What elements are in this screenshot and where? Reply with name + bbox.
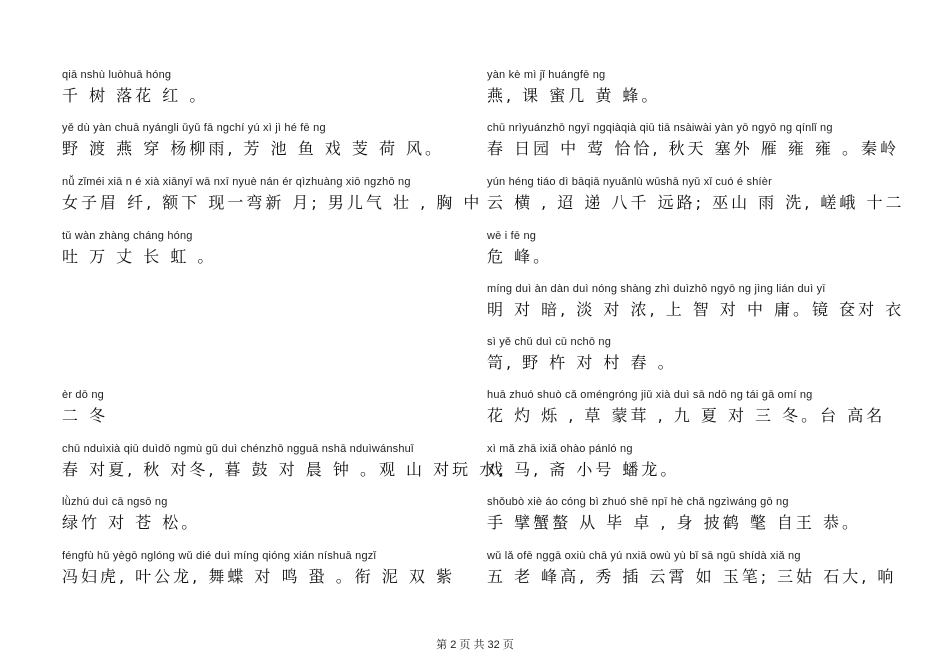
verse-line xyxy=(487,388,885,427)
hanzi-line: 绿竹 对 苍 松。 xyxy=(62,513,201,532)
hanzi-line: 野 渡 燕 穿 杨柳雨, 芳 池 鱼 戏 芰 荷 风。 xyxy=(62,139,445,158)
verse-line xyxy=(487,175,905,214)
hanzi-line: 千 树 落花 红 。 xyxy=(62,86,209,105)
hanzi-line: 春 日园 中 莺 恰恰, 秋天 塞外 雁 雍 雍 。秦岭 xyxy=(487,139,899,158)
pinyin-line: chū nduìxià qiū duìdō ngmù gǔ duì chénzhō ngguā nshā nduìwánshuǐ xyxy=(62,443,414,455)
hanzi-line: 手 擘蟹螯 从 毕 卓 , 身 披鹤 氅 自王 恭。 xyxy=(487,513,861,532)
verse-line xyxy=(487,442,679,481)
pinyin-line: shǒubò xiè áo cóng bì zhuó shē npī hè chǎ ngzìwáng gō ng xyxy=(487,496,789,508)
verse-line xyxy=(62,495,200,534)
pinyin-line: sì yě chǔ duì cū nchō ng xyxy=(487,336,612,348)
pinyin-line: chū nrìyuánzhō ngyī ngqiàqià qiū tiā nsàiwài yàn yō ngyō ng qínlǐ ng xyxy=(487,122,833,134)
page-number-footer: 第 2 页 共 32 页 xyxy=(436,639,514,651)
pinyin-line: míng duì àn dàn duì nóng shàng zhì duìzhō ngyō ng jìng lián duì yī xyxy=(487,283,826,295)
hanzi-line: 花 灼 烁 , 草 蒙茸 , 九 夏 对 三 冬。台 高名 xyxy=(487,406,886,425)
hanzi-line: 明 对 暗, 淡 对 浓, 上 智 对 中 庸。镜 奁对 衣 xyxy=(487,300,905,319)
section-heading xyxy=(62,388,108,427)
verse-line xyxy=(487,229,552,268)
pinyin-line: yàn kè mì jǐ huángfē ng xyxy=(487,69,606,81)
pinyin-line: yě dù yàn chuā nyángli ǔyǔ fā ngchí yú xì jì hé fē ng xyxy=(62,122,326,134)
verse-line xyxy=(487,121,899,160)
verse-line xyxy=(62,442,506,481)
pinyin-line: nǚ zǐméi xiā n é xià xiānyī wā nxī nyuè nán ér qìzhuàng xiō ngzhō ng xyxy=(62,176,411,188)
hanzi-line: 危 峰。 xyxy=(487,247,553,266)
verse-line xyxy=(62,549,455,588)
pinyin-line: tǔ wàn zhàng cháng hóng xyxy=(62,230,193,242)
pinyin-line: féngfù hǔ yègō nglóng wǔ dié duì míng qióng xián níshuā ngzǐ xyxy=(62,550,377,562)
pinyin-line: wǔ lǎ ofē nggā oxiù chā yú nxiā owù yù bǐ sā ngū shídà xiǎ ng xyxy=(487,550,801,562)
pinyin-line: èr dō ng xyxy=(62,389,104,401)
verse-line xyxy=(487,495,861,534)
hanzi-line: 五 老 峰高, 秀 插 云霄 如 玉笔; 三姑 石大, 响 xyxy=(487,567,897,586)
hanzi-line: 冯妇虎, 叶公龙, 舞蝶 对 鸣 蛩 。衔 泥 双 紫 xyxy=(62,567,455,586)
hanzi-line: 女子眉 纤, 额下 现一弯新 月; 男儿气 壮 , 胸 中 xyxy=(62,193,483,212)
pinyin-line: qiā nshù luòhuā hóng xyxy=(62,69,172,81)
hanzi-line: 二 冬 xyxy=(62,406,109,425)
verse-line xyxy=(62,175,482,214)
verse-line xyxy=(62,229,216,268)
hanzi-line: 戏 马, 斋 小号 蟠龙。 xyxy=(487,460,680,479)
verse-line xyxy=(487,282,904,321)
pinyin-line: yún héng tiáo dì bāqiā nyuǎnlù wūshā nyǔ xǐ cuó é shíèr xyxy=(487,176,772,188)
pinyin-line: huā zhuó shuò cǎ oméngróng jiǔ xià duì sā ndō ng tái gā omí ng xyxy=(487,389,813,401)
verse-line xyxy=(487,68,660,107)
hanzi-line: 笥, 野 杵 对 村 舂 。 xyxy=(487,353,677,372)
verse-line xyxy=(487,549,896,588)
pinyin-line: wē i fē ng xyxy=(487,230,537,242)
verse-line xyxy=(62,121,444,160)
hanzi-line: 云 横 , 迢 递 八千 远路; 巫山 雨 洗, 嵯峨 十二 xyxy=(487,193,905,212)
hanzi-line: 燕, 课 蜜几 黄 蜂。 xyxy=(487,86,661,105)
pinyin-line: xì mǎ zhā ixiǎ ohào pánló ng xyxy=(487,443,633,455)
pinyin-line: lǜzhú duì cā ngsō ng xyxy=(62,496,168,508)
verse-line xyxy=(487,335,677,374)
hanzi-line: 吐 万 丈 长 虹 。 xyxy=(62,247,217,266)
verse-line xyxy=(62,68,208,107)
hanzi-line: 春 对夏, 秋 对冬, 暮 鼓 对 晨 钟 。观 山 对玩 水, xyxy=(62,460,507,479)
